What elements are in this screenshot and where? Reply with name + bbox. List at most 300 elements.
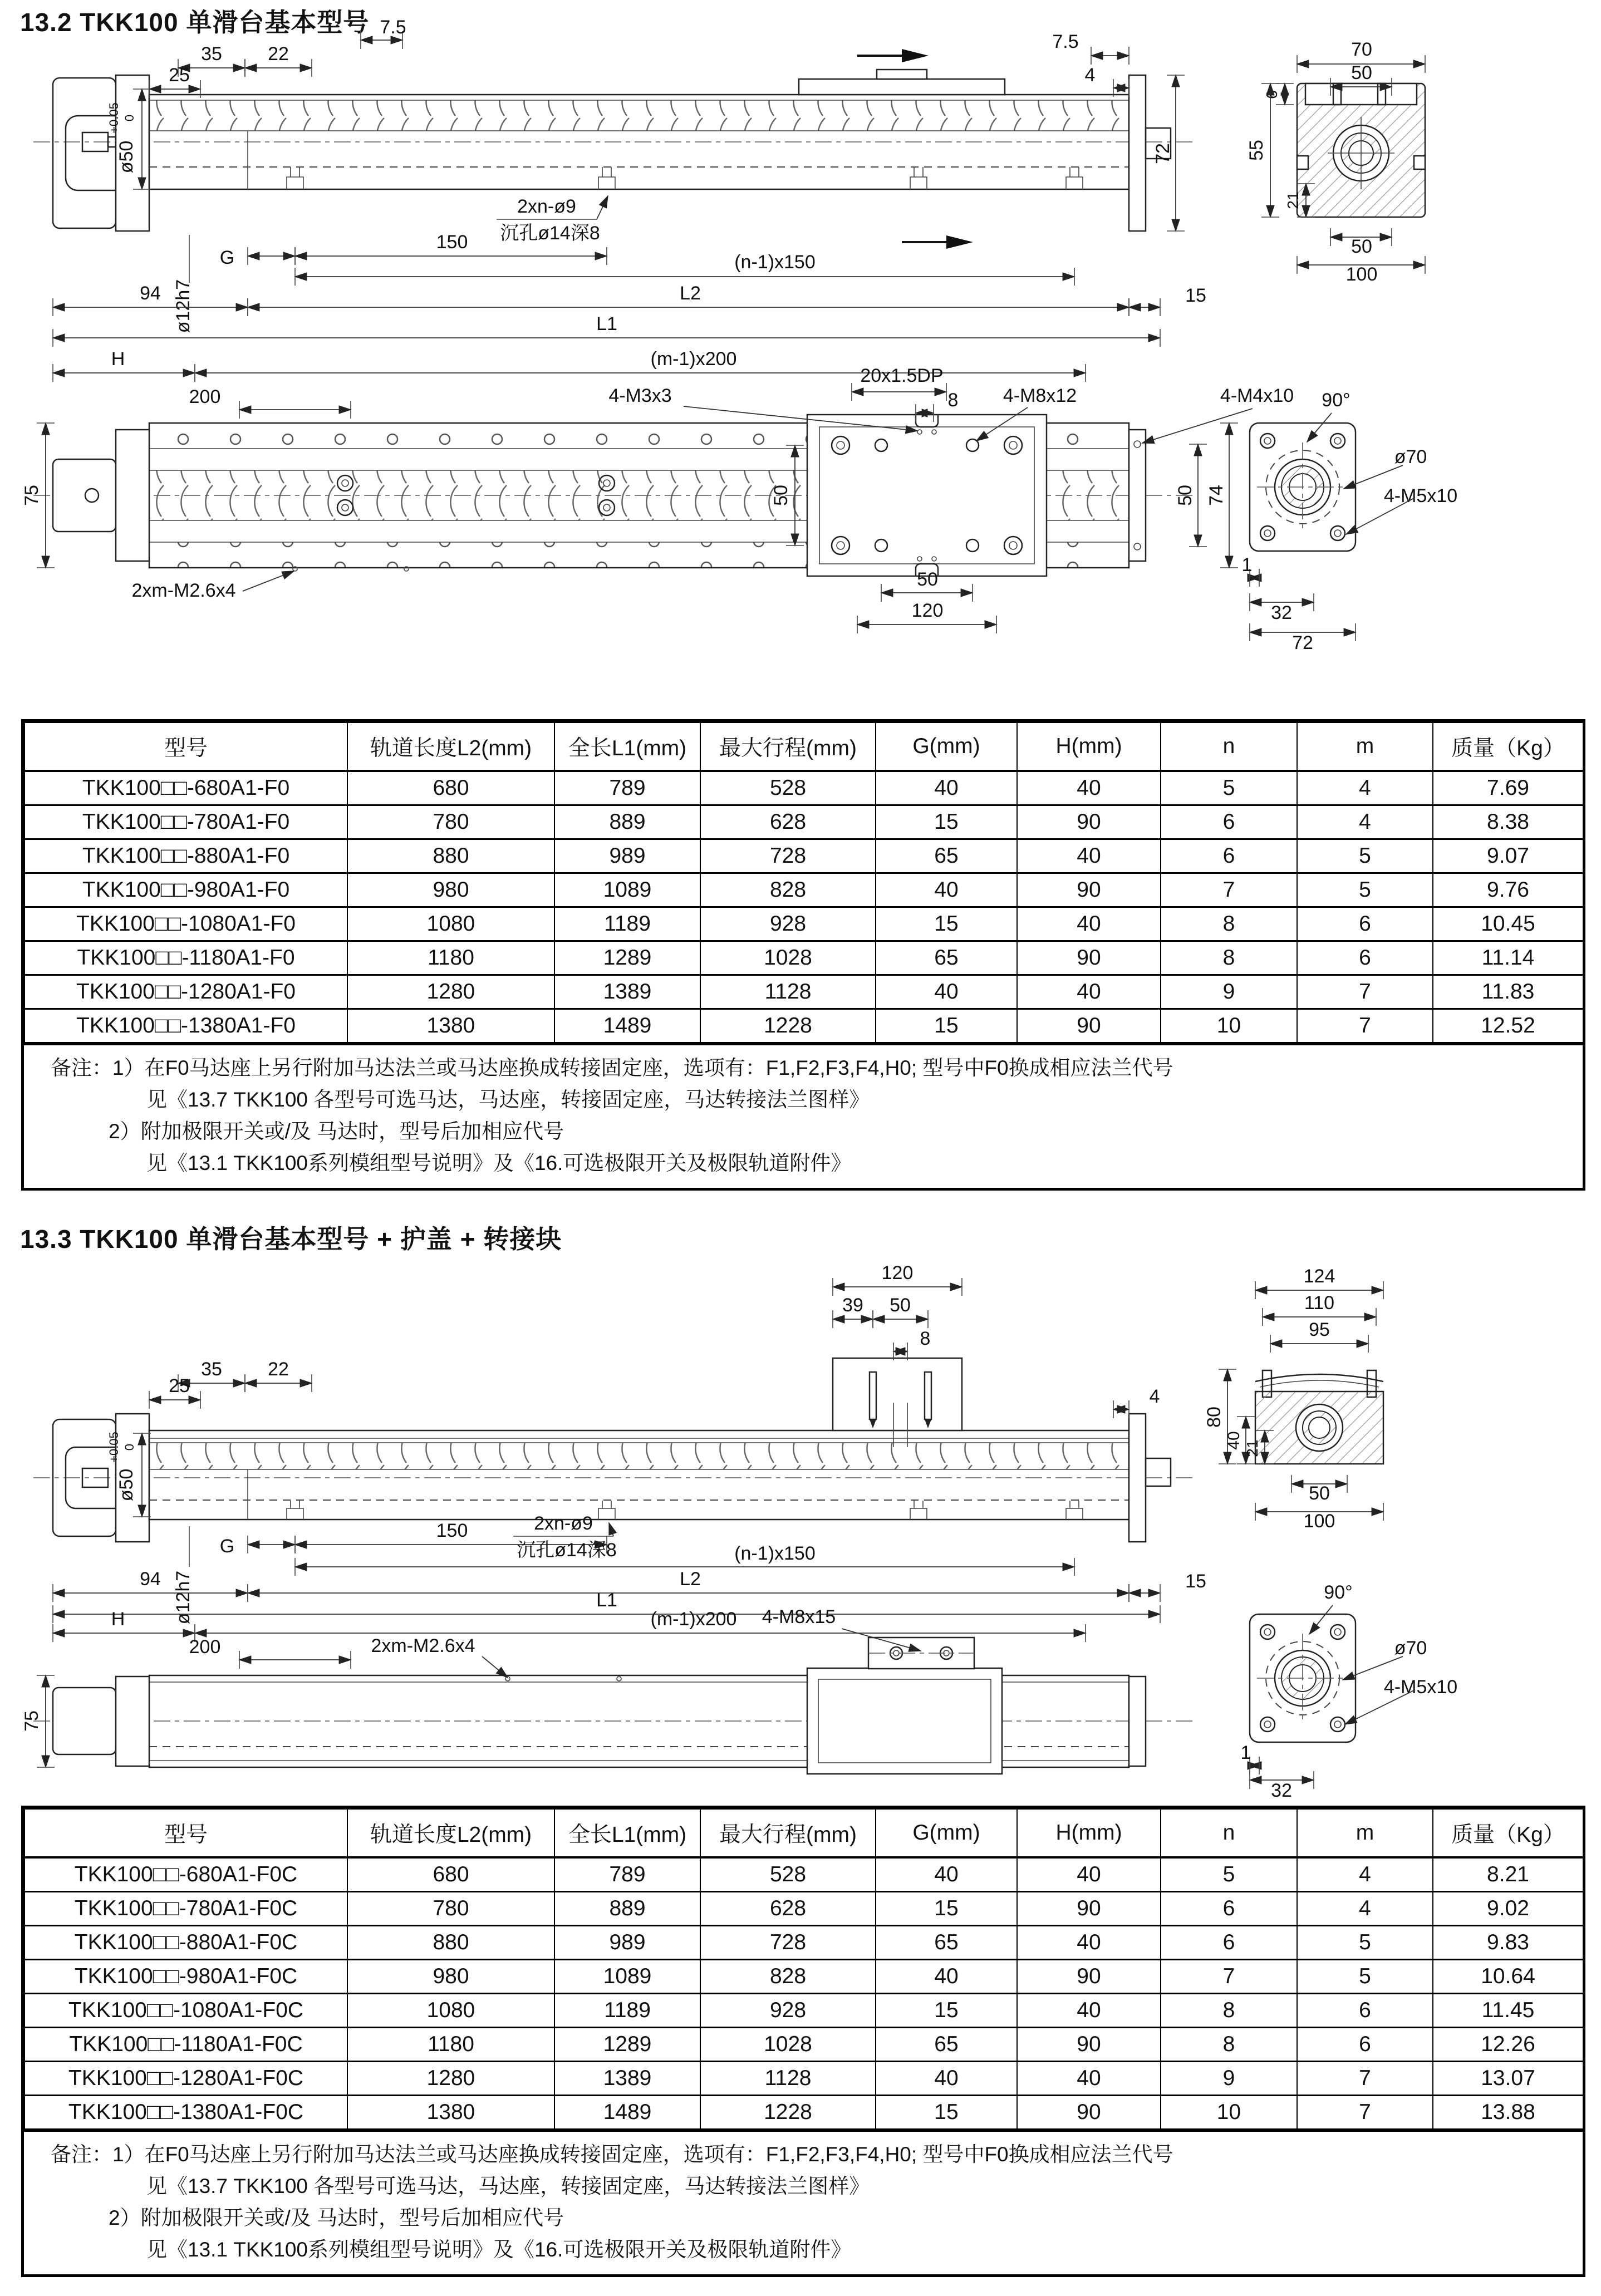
- dim-label: 25: [169, 1375, 190, 1397]
- table-cell: TKK100□□-1280A1-F0: [24, 975, 347, 1009]
- table-cell: 9: [1161, 2062, 1297, 2096]
- col-header-l2: 轨道长度L2(mm): [347, 722, 554, 771]
- table-cell: 7.69: [1433, 771, 1583, 805]
- header-row: [24, 1809, 1583, 1857]
- table-cell: 789: [554, 771, 700, 805]
- table-cell: 5: [1161, 771, 1297, 805]
- end-plate: [1129, 75, 1146, 231]
- motor-housing: [53, 78, 116, 228]
- table-cell: 6: [1297, 907, 1433, 941]
- table-cell: 1028: [700, 2028, 876, 2062]
- col-header-m: m: [1297, 722, 1433, 771]
- table-cell: 5: [1297, 1960, 1433, 1994]
- dim-label: 95: [1309, 1319, 1330, 1340]
- leader-line: [1309, 1605, 1333, 1634]
- table-cell: TKK100□□-880A1-F0: [24, 839, 347, 873]
- table-cell: 90: [1017, 1892, 1161, 1926]
- table-cell: 10: [1161, 1009, 1297, 1043]
- table-cell: 40: [1017, 1994, 1161, 2028]
- table-row: [24, 873, 1583, 907]
- dim-label: L2: [680, 1569, 701, 1590]
- table-cell: TKK100□□-1380A1-F0C: [24, 2096, 347, 2130]
- dim-label: 32: [1271, 1780, 1292, 1801]
- table-body: [24, 1857, 1583, 2129]
- col-header-stroke: 最大行程(mm): [700, 1809, 876, 1857]
- table-row: [24, 941, 1583, 975]
- dim-label: 94: [140, 1569, 161, 1590]
- spec-table-basic: [21, 719, 1585, 1191]
- table-cell: TKK100□□-1180A1-F0C: [24, 2028, 347, 2062]
- dim-label: 74: [1206, 485, 1227, 506]
- table-row: [24, 975, 1583, 1009]
- end-plate: [1129, 1414, 1146, 1542]
- note-line: 见《13.1 TKK100系列模组型号说明》及《16.可选极限开关及极限轨道附件》: [146, 1152, 852, 1174]
- table-cell: 5: [1297, 1926, 1433, 1960]
- dim-label: 100: [1345, 264, 1378, 285]
- table-row: [24, 1994, 1583, 2028]
- table-cell: 828: [700, 873, 876, 907]
- dim-label: 4-M4x10: [1220, 385, 1294, 406]
- cross-section-view: [1297, 83, 1425, 217]
- col-header-stroke: 最大行程(mm): [700, 722, 876, 771]
- dim-label: ø12h7: [173, 1570, 194, 1625]
- table-row: [24, 2096, 1583, 2130]
- table-cell: 9: [1161, 975, 1297, 1009]
- dim-label: G: [219, 247, 235, 268]
- table-cell: 12.26: [1433, 2028, 1583, 2062]
- table-cell: 65: [876, 1926, 1017, 1960]
- table-cell: 528: [700, 1857, 876, 1892]
- table-cell: 8.21: [1433, 1857, 1583, 1892]
- dim-label: 72: [1292, 632, 1313, 653]
- col-header-l1: 全长L1(mm): [554, 1809, 700, 1857]
- table-cell: 11.83: [1433, 975, 1583, 1009]
- leader-line: [1142, 409, 1253, 443]
- dim-label: 15: [1185, 285, 1206, 306]
- table-cell: 90: [1017, 1009, 1161, 1043]
- dim-label: 2xm-M2.6x4: [371, 1635, 475, 1656]
- side-view: [33, 49, 1197, 249]
- table-cell: 6: [1161, 839, 1297, 873]
- table-cell: 10: [1161, 2096, 1297, 2130]
- dim-label: 0: [122, 1443, 136, 1451]
- table-cell: 628: [700, 805, 876, 839]
- table-cell: 880: [347, 1926, 554, 1960]
- table-cell: TKK100□□-980A1-F0C: [24, 1960, 347, 1994]
- table-cell: 1389: [554, 2062, 700, 2096]
- table-cell: 7: [1161, 873, 1297, 907]
- dimension-annotations: [21, 1263, 1457, 1801]
- dim-label: G: [219, 1536, 235, 1557]
- dim-label: 4: [1149, 1386, 1160, 1407]
- carriage-side: [799, 79, 1005, 95]
- dim-label: H: [111, 1609, 125, 1630]
- leader-line: [243, 571, 294, 591]
- ball-screw: [149, 100, 1129, 131]
- dim-label: ø50: [116, 1468, 137, 1502]
- table-cell: 880: [347, 839, 554, 873]
- dim-label: 0: [122, 114, 136, 122]
- table-cell: TKK100□□-1280A1-F0C: [24, 2062, 347, 2096]
- dim-label: 2xn-ø9: [517, 196, 576, 217]
- dim-label: 150: [436, 232, 468, 253]
- table-row: [24, 839, 1583, 873]
- leader-line: [1307, 413, 1332, 442]
- dim-label: 100: [1303, 1511, 1335, 1532]
- dim-label: 39: [842, 1295, 863, 1316]
- table-cell: 12.52: [1433, 1009, 1583, 1043]
- table-cell: 7: [1297, 1009, 1433, 1043]
- dim-label: 75: [21, 1710, 42, 1732]
- table-cell: 1380: [347, 1009, 554, 1043]
- dim-label: 50: [1351, 236, 1372, 257]
- col-header-h: H(mm): [1017, 1809, 1161, 1857]
- table-cell: 8: [1161, 941, 1297, 975]
- dim-label: 4-M5x10: [1383, 1676, 1458, 1698]
- table-cell: 1128: [700, 2062, 876, 2096]
- dim-label: (m-1)x200: [650, 348, 737, 370]
- table-cell: 90: [1017, 873, 1161, 907]
- dim-label: 8: [920, 1328, 931, 1349]
- dim-label: 200: [189, 386, 221, 407]
- dim-label: 50: [1175, 485, 1196, 506]
- dim-label: 40: [1225, 1431, 1243, 1450]
- side-view-cover: [33, 1358, 1197, 1542]
- leader-line: [609, 1523, 613, 1536]
- table-cell: 789: [554, 1857, 700, 1892]
- table-cell: 40: [876, 975, 1017, 1009]
- table-cell: 1280: [347, 2062, 554, 2096]
- table-cell: 828: [700, 1960, 876, 1994]
- table-cell: 15: [876, 1892, 1017, 1926]
- carriage-plan: [807, 415, 1047, 576]
- col-header-weight: 质量（Kg）: [1433, 722, 1583, 771]
- note-line: 备注：1）在F0马达座上另行附加马达法兰或马达座换成转接固定座，选项有：F1,F2,F3,F4,H0; 型号中F0换成相应法兰代号: [51, 1056, 1173, 1079]
- dim-label: 32: [1271, 602, 1292, 623]
- col-header-l1: 全长L1(mm): [554, 722, 700, 771]
- col-header-model: 型号: [24, 722, 347, 771]
- section-2-title: 13.3 TKK100 单滑台基本型号 + 护盖 + 转接块: [20, 1225, 562, 1253]
- table-cell: 6: [1161, 805, 1297, 839]
- table-cell: 6: [1161, 1926, 1297, 1960]
- table-cell: 9.02: [1433, 1892, 1583, 1926]
- dim-label: ø70: [1394, 446, 1427, 468]
- flange-end-view: [1250, 423, 1356, 551]
- table-cell: 980: [347, 1960, 554, 1994]
- table-cell: 8: [1161, 1994, 1297, 2028]
- dim-label: 沉孔ø14深8: [517, 1540, 617, 1561]
- table-cell: 5: [1161, 1857, 1297, 1892]
- table-cell: 40: [876, 2062, 1017, 2096]
- table-row: [24, 805, 1583, 839]
- table-cell: 7: [1297, 2062, 1433, 2096]
- table-cell: 40: [1017, 907, 1161, 941]
- dim-label: 4-M3x3: [608, 385, 672, 406]
- dim-label: 沉孔ø14深8: [500, 223, 600, 244]
- table-cell: 15: [876, 1009, 1017, 1043]
- table-body: [24, 771, 1583, 1043]
- table-cell: 680: [347, 1857, 554, 1892]
- dim-label: 1: [1241, 554, 1253, 576]
- plan-view: [33, 415, 1197, 576]
- dim-label: H: [111, 348, 125, 370]
- dim-label: 90°: [1322, 390, 1350, 411]
- table-cell: 1180: [347, 941, 554, 975]
- table-cell: 1389: [554, 975, 700, 1009]
- table-cell: 40: [876, 1857, 1017, 1892]
- dim-label: 50: [1351, 62, 1372, 83]
- table-cell: 1080: [347, 1994, 554, 2028]
- dim-label: 75: [21, 485, 42, 506]
- dim-label: 110: [1304, 1292, 1335, 1314]
- table-row: [24, 1009, 1583, 1043]
- col-header-g: G(mm): [876, 722, 1017, 771]
- table-cell: 90: [1017, 2028, 1161, 2062]
- col-header-n: n: [1161, 1809, 1297, 1857]
- table-cell: 6: [1161, 1892, 1297, 1926]
- table-row: [24, 2028, 1583, 2062]
- dim-label: 200: [189, 1636, 221, 1658]
- table-cell: 90: [1017, 805, 1161, 839]
- table-cell: 1089: [554, 873, 700, 907]
- dim-label: 4: [1084, 65, 1096, 86]
- dim-label: 21: [1244, 1439, 1261, 1457]
- table-row: [24, 907, 1583, 941]
- table-cell: TKK100□□-1380A1-F0: [24, 1009, 347, 1043]
- dim-label: 70: [1351, 39, 1372, 60]
- dim-label: ø70: [1394, 1638, 1427, 1659]
- table-cell: 15: [876, 1994, 1017, 2028]
- dim-label: 4-M8x15: [762, 1606, 836, 1628]
- dim-label: 55: [1246, 140, 1267, 161]
- table-cell: TKK100□□-780A1-F0: [24, 805, 347, 839]
- table-cell: 4: [1297, 1892, 1433, 1926]
- table-cell: 1289: [554, 941, 700, 975]
- table-cell: 1228: [700, 1009, 876, 1043]
- col-header-h: H(mm): [1017, 722, 1161, 771]
- table-cell: 528: [700, 771, 876, 805]
- dim-label: 22: [268, 1359, 289, 1380]
- table-cell: 780: [347, 1892, 554, 1926]
- table-cell: 10.45: [1433, 907, 1583, 941]
- table-cell: 11.45: [1433, 1994, 1583, 2028]
- dim-label: 35: [201, 43, 222, 65]
- table-cell: 4: [1297, 805, 1433, 839]
- dim-label: 7.5: [380, 17, 406, 38]
- table-row: [24, 771, 1583, 805]
- dim-label: 94: [140, 283, 161, 304]
- table-cell: 6: [1297, 1994, 1433, 2028]
- table-cell: 889: [554, 1892, 700, 1926]
- table-cell: 40: [1017, 1857, 1161, 1892]
- dim-label: 4-M5x10: [1383, 485, 1458, 507]
- table-cell: TKK100□□-780A1-F0C: [24, 1892, 347, 1926]
- table-cell: 1489: [554, 1009, 700, 1043]
- table-cell: 8: [1161, 907, 1297, 941]
- dim-label: 90°: [1324, 1582, 1353, 1603]
- table-cell: 65: [876, 2028, 1017, 2062]
- table-row: [24, 1960, 1583, 1994]
- table-cell: 13.88: [1433, 2096, 1583, 2130]
- leader-line: [597, 196, 608, 219]
- table-cell: 1380: [347, 2096, 554, 2130]
- table-cell: 15: [876, 907, 1017, 941]
- table-cell: 13.07: [1433, 2062, 1583, 2096]
- dim-label: L2: [680, 283, 701, 304]
- table-cell: 40: [1017, 771, 1161, 805]
- note-line: 2）附加极限开关或/及 马达时，型号后加相应代号: [109, 2206, 564, 2229]
- motor-housing-plan: [53, 459, 116, 532]
- table-cell: 928: [700, 907, 876, 941]
- dim-label: +0.05: [107, 102, 121, 134]
- table-cell: TKK100□□-980A1-F0: [24, 873, 347, 907]
- table-row: [24, 1857, 1583, 1892]
- section-1-title: 13.2 TKK100 单滑台基本型号: [20, 8, 370, 37]
- table-row: [24, 1926, 1583, 1960]
- dim-label: 35: [201, 1359, 222, 1380]
- table-cell: 40: [876, 873, 1017, 907]
- table-cell: 1180: [347, 2028, 554, 2062]
- table-cell: 7: [1297, 975, 1433, 1009]
- table-cell: 6: [1297, 941, 1433, 975]
- table-cell: 15: [876, 2096, 1017, 2130]
- dim-label: 120: [881, 1263, 914, 1284]
- table-cell: TKK100□□-1080A1-F0C: [24, 1994, 347, 2028]
- table-cell: 1489: [554, 2096, 700, 2130]
- table-cell: 65: [876, 941, 1017, 975]
- table-cell: 40: [876, 771, 1017, 805]
- col-header-g: G(mm): [876, 1809, 1017, 1857]
- table-cell: 889: [554, 805, 700, 839]
- spec-table-cover: [21, 1806, 1585, 2277]
- table-cell: 1189: [554, 907, 700, 941]
- table-cell: 90: [1017, 941, 1161, 975]
- table-cell: 15: [876, 805, 1017, 839]
- ball-screw: [149, 1443, 1129, 1469]
- table-cell: 1028: [700, 941, 876, 975]
- table-cell: 4: [1297, 1857, 1433, 1892]
- flange-end-view: [1250, 1614, 1356, 1742]
- table-cell: TKK100□□-880A1-F0C: [24, 1926, 347, 1960]
- table-cell: 90: [1017, 2096, 1161, 2130]
- table-cell: 5: [1297, 873, 1433, 907]
- dim-label: 25: [169, 65, 190, 86]
- dim-label: 150: [436, 1520, 468, 1541]
- leader-line: [482, 1656, 508, 1678]
- dim-label: 50: [1309, 1483, 1330, 1504]
- notes-block: [24, 1043, 1583, 1188]
- dim-label: 15: [1185, 1571, 1206, 1592]
- cross-section-view-cover: [1255, 1370, 1383, 1464]
- table-cell: TKK100□□-680A1-F0C: [24, 1857, 347, 1892]
- table-cell: 780: [347, 805, 554, 839]
- col-header-n: n: [1161, 722, 1297, 771]
- table-cell: 980: [347, 873, 554, 907]
- dim-label: +0.05: [107, 1432, 121, 1463]
- table-cell: 10.64: [1433, 1960, 1583, 1994]
- table-cell: 680: [347, 771, 554, 805]
- table-cell: 1280: [347, 975, 554, 1009]
- dim-label: 6: [1263, 90, 1280, 99]
- plan-view-cover: [33, 1668, 1197, 1774]
- dim-label: L1: [596, 313, 617, 335]
- dim-label: 2xm-M2.6x4: [131, 580, 236, 601]
- table-cell: 1080: [347, 907, 554, 941]
- dim-label: 50: [917, 569, 938, 590]
- table-cell: 8: [1161, 2028, 1297, 2062]
- dim-label: 8: [947, 390, 959, 411]
- dim-label: 1: [1240, 1742, 1251, 1763]
- dim-label: 22: [268, 43, 289, 65]
- notes-block: [24, 2130, 1583, 2274]
- dim-label: 72: [1152, 143, 1173, 164]
- table-cell: 728: [700, 839, 876, 873]
- table-cell: 1228: [700, 2096, 876, 2130]
- dim-label: 124: [1303, 1266, 1335, 1287]
- note-line: 见《13.7 TKK100 各型号可选马达，马达座，转接固定座，马达转接法兰图样》: [146, 2175, 870, 2197]
- adapter-block-side: [833, 1358, 962, 1430]
- dim-label: 80: [1204, 1407, 1225, 1428]
- note-line: 见《13.7 TKK100 各型号可选马达，马达座，转接固定座，马达转接法兰图样》: [146, 1088, 870, 1111]
- note-line: 2）附加极限开关或/及 马达时，型号后加相应代号: [109, 1120, 564, 1143]
- table-cell: 9.76: [1433, 873, 1583, 907]
- note-line: 备注：1）在F0马达座上另行附加马达法兰或马达座换成转接固定座，选项有：F1,F2,F3,F4,H0; 型号中F0换成相应法兰代号: [51, 2143, 1173, 2166]
- table-cell: 728: [700, 1926, 876, 1960]
- dim-label: 2xn-ø9: [534, 1513, 593, 1534]
- table-cell: 7: [1297, 2096, 1433, 2130]
- dim-label: 50: [770, 485, 792, 506]
- dim-label: 20x1.5DP: [860, 365, 944, 386]
- dim-label: (n-1)x150: [734, 1543, 816, 1564]
- carriage-plan: [807, 1668, 1002, 1774]
- table-cell: TKK100□□-680A1-F0: [24, 771, 347, 805]
- table-cell: TKK100□□-1180A1-F0: [24, 941, 347, 975]
- dim-label: 7.5: [1052, 31, 1079, 52]
- table-cell: 989: [554, 1926, 700, 1960]
- table-cell: 40: [1017, 1926, 1161, 1960]
- table-cell: 1289: [554, 2028, 700, 2062]
- table-row: [24, 2062, 1583, 2096]
- table-cell: 8.38: [1433, 805, 1583, 839]
- table-cell: 4: [1297, 771, 1433, 805]
- header-row: [24, 722, 1583, 771]
- table-cell: 628: [700, 1892, 876, 1926]
- table-cell: 90: [1017, 1960, 1161, 1994]
- table-cell: 40: [1017, 839, 1161, 873]
- table-cell: 5: [1297, 839, 1433, 873]
- dim-label: 21: [1284, 191, 1302, 209]
- col-header-weight: 质量（Kg）: [1433, 1809, 1583, 1857]
- table-cell: 40: [1017, 2062, 1161, 2096]
- table-row: [24, 1892, 1583, 1926]
- dim-label: ø50: [116, 140, 137, 174]
- technical-drawing-basic-model: [0, 17, 1601, 712]
- table-cell: 1128: [700, 975, 876, 1009]
- dim-label: (n-1)x150: [734, 252, 816, 273]
- note-line: 见《13.1 TKK100系列模组型号说明》及《16.可选极限开关及极限轨道附件》: [146, 2238, 852, 2261]
- dim-label: (m-1)x200: [650, 1609, 737, 1630]
- table-cell: 9.83: [1433, 1926, 1583, 1960]
- table-cell: 7: [1161, 1960, 1297, 1994]
- col-header-m: m: [1297, 1809, 1433, 1857]
- col-header-model: 型号: [24, 1809, 347, 1857]
- leader-line: [1346, 498, 1415, 534]
- table-cell: 989: [554, 839, 700, 873]
- dim-label: 50: [890, 1295, 911, 1316]
- table-cell: 1189: [554, 1994, 700, 2028]
- adapter-block-top: [868, 1638, 974, 1669]
- dim-label: 120: [911, 600, 944, 621]
